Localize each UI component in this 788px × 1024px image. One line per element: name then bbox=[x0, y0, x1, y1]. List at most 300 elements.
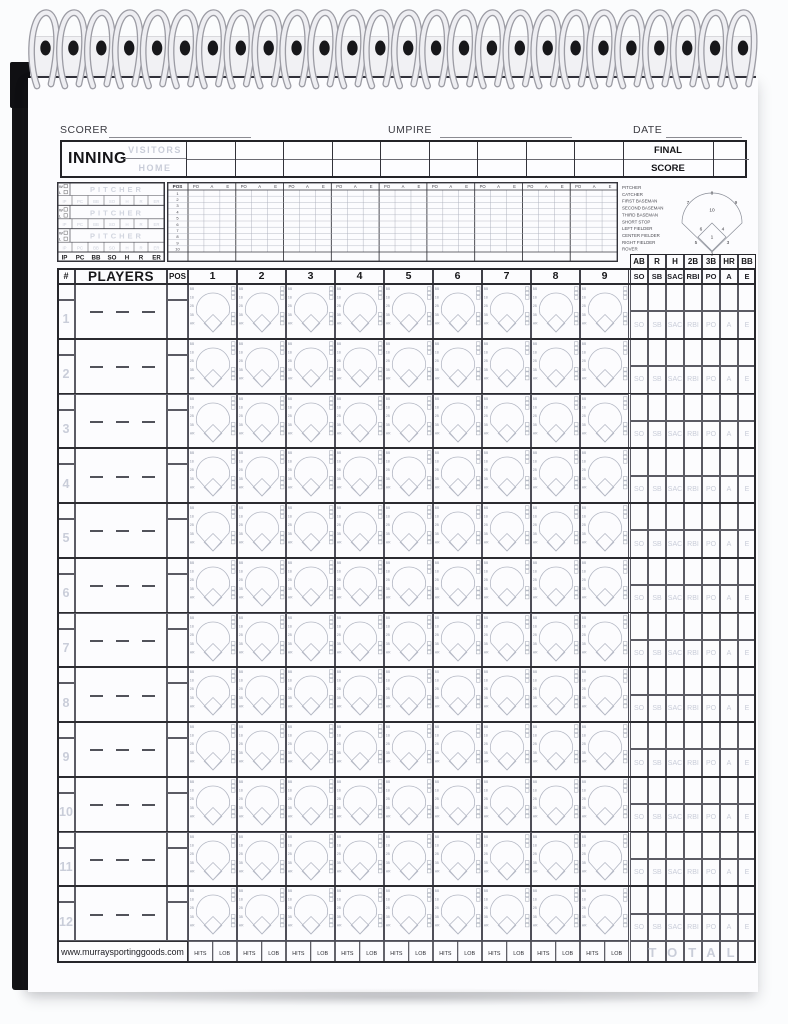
svg-text:2B: 2B bbox=[434, 468, 439, 473]
svg-text:2B: 2B bbox=[581, 304, 586, 309]
svg-text:1B: 1B bbox=[581, 897, 586, 902]
svg-text:BB: BB bbox=[385, 889, 391, 894]
stat-entry-cell bbox=[720, 832, 738, 859]
baseball-diamond-icon bbox=[385, 614, 432, 666]
sub-row-cell bbox=[57, 394, 75, 410]
svg-text:BB: BB bbox=[532, 287, 538, 291]
player-name-blank-dash bbox=[116, 311, 129, 313]
svg-text:1B: 1B bbox=[483, 405, 488, 410]
svg-text:1B: 1B bbox=[532, 897, 537, 902]
stat-entry-cell bbox=[702, 339, 720, 366]
svg-text:1B: 1B bbox=[336, 678, 341, 683]
svg-text:HR: HR bbox=[238, 321, 244, 326]
svg-text:1B: 1B bbox=[434, 843, 439, 848]
pos-sub-cell bbox=[167, 448, 188, 464]
inning-column-header: 3 bbox=[286, 268, 335, 284]
player-name-cell bbox=[75, 777, 167, 832]
svg-text:BB: BB bbox=[336, 396, 342, 401]
svg-text:3B: 3B bbox=[385, 586, 390, 591]
svg-text:BB: BB bbox=[287, 560, 293, 565]
svg-text:IP: IP bbox=[61, 254, 68, 262]
svg-text:PITCHER: PITCHER bbox=[90, 185, 144, 194]
svg-text:2B: 2B bbox=[238, 632, 243, 637]
stat-entry-cell-watermark: SB bbox=[648, 530, 666, 557]
svg-text:HITS: HITS bbox=[488, 951, 501, 957]
pos-cell bbox=[167, 355, 188, 394]
svg-text:2B: 2B bbox=[287, 687, 292, 692]
svg-text:3B: 3B bbox=[189, 477, 194, 482]
svg-text:1B: 1B bbox=[238, 350, 243, 355]
svg-text:BB: BB bbox=[238, 560, 244, 565]
baseball-diamond-icon bbox=[434, 668, 481, 720]
svg-text:1B: 1B bbox=[385, 350, 390, 355]
player-name-blank-dash bbox=[90, 749, 103, 751]
stat-entry-cell-watermark: E bbox=[738, 859, 756, 886]
svg-text:1B: 1B bbox=[434, 788, 439, 793]
svg-text:3B: 3B bbox=[532, 641, 537, 646]
svg-text:1B: 1B bbox=[287, 569, 292, 574]
stat-entry-cell bbox=[630, 777, 648, 804]
baseball-diamond-icon bbox=[287, 285, 334, 337]
svg-text:7: 7 bbox=[176, 228, 179, 233]
svg-text:3B: 3B bbox=[287, 915, 292, 920]
stat-top-header: HR bbox=[720, 254, 738, 269]
svg-text:2B: 2B bbox=[532, 906, 537, 911]
svg-text:HITS: HITS bbox=[243, 951, 256, 957]
svg-text:E: E bbox=[226, 184, 230, 189]
baseball-diamond-icon bbox=[434, 778, 481, 830]
stat-bottom-header: SAC bbox=[666, 269, 684, 284]
svg-text:3B: 3B bbox=[189, 422, 194, 427]
pos-cell bbox=[167, 902, 188, 941]
stat-entry-cell-watermark: A bbox=[720, 749, 738, 776]
svg-text:BB: BB bbox=[532, 670, 538, 675]
baseball-diamond-icon bbox=[483, 723, 530, 775]
svg-text:3B: 3B bbox=[287, 860, 292, 865]
stat-entry-cell bbox=[666, 503, 684, 530]
baseball-diamond-icon bbox=[385, 340, 432, 392]
stat-entry-cell bbox=[666, 777, 684, 804]
svg-text:2B: 2B bbox=[532, 413, 537, 418]
svg-text:1B: 1B bbox=[483, 733, 488, 738]
baseball-diamond-icon bbox=[287, 614, 334, 666]
svg-text:PC: PC bbox=[77, 198, 83, 204]
svg-text:3B: 3B bbox=[532, 805, 537, 810]
row-divider bbox=[57, 283, 756, 285]
svg-text:3B: 3B bbox=[189, 805, 194, 810]
svg-text:3B: 3B bbox=[385, 422, 390, 427]
svg-text:R: R bbox=[139, 245, 143, 251]
svg-text:2B: 2B bbox=[336, 577, 341, 582]
stat-entry-cell bbox=[648, 886, 666, 913]
svg-text:HR: HR bbox=[581, 595, 587, 600]
stat-bottom-header: PO bbox=[702, 269, 720, 284]
svg-text:HITS: HITS bbox=[390, 951, 403, 957]
svg-text:BB: BB bbox=[287, 451, 293, 456]
svg-text:BB: BB bbox=[238, 834, 244, 839]
baseball-diamond-icon bbox=[483, 778, 530, 830]
svg-text:E: E bbox=[608, 184, 612, 189]
baseball-diamond-icon bbox=[483, 340, 530, 392]
stat-entry-cell-watermark: SAC bbox=[666, 859, 684, 886]
inning-score-cell bbox=[477, 142, 526, 176]
inning-score-cell bbox=[429, 142, 478, 176]
stat-entry-cell bbox=[720, 886, 738, 913]
stat-entry-cell bbox=[702, 777, 720, 804]
svg-text:HITS: HITS bbox=[194, 951, 207, 957]
stat-entry-cell bbox=[738, 832, 756, 859]
baseball-diamond-icon bbox=[189, 449, 236, 501]
svg-text:BB: BB bbox=[434, 506, 440, 510]
svg-text:1B: 1B bbox=[189, 459, 194, 464]
svg-text:3B: 3B bbox=[336, 805, 341, 810]
svg-text:1B: 1B bbox=[581, 514, 586, 519]
stat-entry-cell-watermark: PO bbox=[702, 585, 720, 612]
baseball-diamond-icon bbox=[238, 559, 285, 611]
baseball-diamond-icon bbox=[532, 723, 579, 775]
svg-text:1B: 1B bbox=[238, 897, 243, 902]
svg-text:HR: HR bbox=[532, 759, 538, 764]
svg-text:3B: 3B bbox=[336, 696, 341, 701]
svg-text:E: E bbox=[417, 184, 421, 189]
svg-text:3B: 3B bbox=[189, 696, 194, 701]
svg-text:2B: 2B bbox=[189, 796, 194, 801]
svg-text:1B: 1B bbox=[189, 897, 194, 902]
svg-text:3B: 3B bbox=[434, 696, 439, 701]
inning-column-header: 1 bbox=[188, 268, 237, 284]
svg-text:LOB: LOB bbox=[219, 951, 231, 957]
svg-text:BB: BB bbox=[189, 889, 195, 894]
baseball-diamond-icon bbox=[385, 778, 432, 830]
stat-entry-cell-watermark: PO bbox=[702, 859, 720, 886]
svg-text:2B: 2B bbox=[189, 468, 194, 473]
svg-text:3B: 3B bbox=[581, 367, 586, 372]
svg-text:2B: 2B bbox=[483, 468, 488, 473]
svg-text:3B: 3B bbox=[189, 367, 194, 372]
stat-entry-cell bbox=[648, 448, 666, 475]
stat-entry-cell-watermark: SB bbox=[648, 804, 666, 831]
player-name-blank-dash bbox=[116, 530, 129, 532]
svg-text:HITS: HITS bbox=[439, 951, 452, 957]
stat-entry-cell-watermark: SO bbox=[630, 749, 648, 776]
svg-text:HR: HR bbox=[336, 923, 342, 928]
stat-top-header: 3B bbox=[702, 254, 720, 269]
svg-text:BB: BB bbox=[336, 670, 342, 675]
svg-text:HR: HR bbox=[581, 321, 587, 326]
row-divider bbox=[57, 557, 756, 559]
svg-text:3B: 3B bbox=[532, 531, 537, 536]
svg-text:2B: 2B bbox=[238, 358, 243, 363]
stat-bottom-header: SO bbox=[630, 269, 648, 284]
svg-text:HR: HR bbox=[336, 595, 342, 600]
svg-text:BB: BB bbox=[581, 725, 587, 729]
svg-text:HR: HR bbox=[238, 540, 244, 545]
player-name-blank-dash bbox=[90, 695, 103, 697]
svg-text:2B: 2B bbox=[287, 632, 292, 637]
svg-text:BB: BB bbox=[287, 889, 293, 894]
stat-entry-cell bbox=[738, 722, 756, 749]
pos-cell bbox=[167, 519, 188, 558]
svg-text:1B: 1B bbox=[238, 843, 243, 848]
inning-score-cell-divider bbox=[575, 159, 623, 160]
svg-text:3B: 3B bbox=[434, 531, 439, 536]
number-column-header: # bbox=[57, 268, 75, 284]
baseball-diamond-icon bbox=[189, 833, 236, 885]
svg-text:BB: BB bbox=[336, 779, 342, 784]
svg-text:1B: 1B bbox=[434, 405, 439, 410]
svg-text:HR: HR bbox=[434, 321, 440, 326]
stat-entry-cell bbox=[666, 722, 684, 749]
svg-text:BB: BB bbox=[385, 396, 391, 401]
svg-text:3B: 3B bbox=[385, 860, 390, 865]
svg-text:2B: 2B bbox=[434, 906, 439, 911]
row-divider bbox=[57, 447, 756, 449]
baseball-diamond-icon bbox=[434, 614, 481, 666]
svg-text:BB: BB bbox=[287, 506, 293, 510]
svg-text:HR: HR bbox=[532, 540, 538, 545]
svg-text:BB: BB bbox=[532, 506, 538, 510]
svg-text:ER: ER bbox=[153, 198, 160, 204]
inning-score-cell-divider bbox=[187, 159, 235, 160]
stat-entry-cell bbox=[702, 667, 720, 694]
row-number-cell: 11 bbox=[57, 848, 75, 887]
svg-text:2B: 2B bbox=[483, 796, 488, 801]
row-divider bbox=[57, 776, 756, 778]
notebook-shadow bbox=[46, 988, 746, 1006]
svg-text:BB: BB bbox=[532, 615, 538, 620]
svg-text:8: 8 bbox=[176, 234, 179, 240]
svg-text:HR: HR bbox=[434, 430, 440, 435]
stat-entry-cell-watermark: E bbox=[738, 695, 756, 722]
pos-sub-cell bbox=[167, 722, 188, 738]
baseball-diamond-icon bbox=[434, 723, 481, 775]
svg-text:2B: 2B bbox=[532, 304, 537, 309]
stat-entry-cell bbox=[684, 448, 702, 475]
stat-entry-cell-watermark: PO bbox=[702, 914, 720, 941]
svg-text:H: H bbox=[124, 254, 130, 262]
svg-text:HR: HR bbox=[189, 923, 195, 928]
stat-entry-cell-watermark: SB bbox=[648, 366, 666, 393]
svg-text:HR: HR bbox=[336, 376, 342, 381]
svg-text:HR: HR bbox=[287, 923, 293, 928]
row-number-cell: 12 bbox=[57, 902, 75, 941]
svg-text:BB: BB bbox=[483, 396, 489, 401]
stat-entry-cell bbox=[666, 613, 684, 640]
svg-text:HR: HR bbox=[287, 430, 293, 435]
svg-text:1B: 1B bbox=[434, 897, 439, 902]
svg-text:1B: 1B bbox=[385, 843, 390, 848]
stat-entry-cell-watermark: E bbox=[738, 366, 756, 393]
baseball-diamond-icon bbox=[434, 504, 481, 556]
sub-row-cell bbox=[57, 667, 75, 683]
svg-text:2B: 2B bbox=[336, 906, 341, 911]
svg-text:1B: 1B bbox=[483, 897, 488, 902]
svg-text:2B: 2B bbox=[434, 632, 439, 637]
stat-entry-cell-watermark: SO bbox=[630, 366, 648, 393]
svg-text:HR: HR bbox=[532, 649, 538, 654]
pos-sub-cell bbox=[167, 339, 188, 355]
svg-text:1B: 1B bbox=[238, 514, 243, 519]
svg-text:3B: 3B bbox=[238, 915, 243, 920]
baseball-diamond-icon bbox=[532, 833, 579, 885]
svg-text:E: E bbox=[560, 184, 564, 189]
sub-row-cell bbox=[57, 722, 75, 738]
stat-entry-cell bbox=[648, 832, 666, 859]
hits-lob-row bbox=[188, 941, 629, 963]
player-name-blank-dash bbox=[142, 421, 155, 423]
stat-entry-cell bbox=[684, 394, 702, 421]
svg-text:2B: 2B bbox=[532, 577, 537, 582]
svg-text:10: 10 bbox=[175, 246, 180, 252]
svg-text:3B: 3B bbox=[238, 422, 243, 427]
svg-text:3B: 3B bbox=[287, 531, 292, 536]
baseball-diamond-icon bbox=[385, 285, 432, 337]
svg-text:HR: HR bbox=[238, 485, 244, 490]
stat-entry-cell-watermark: SO bbox=[630, 640, 648, 667]
baseball-diamond-icon bbox=[287, 887, 334, 939]
svg-text:PO: PO bbox=[479, 184, 486, 189]
svg-text:3B: 3B bbox=[532, 477, 537, 482]
svg-text:3B: 3B bbox=[238, 641, 243, 646]
svg-text:2B: 2B bbox=[483, 413, 488, 418]
svg-text:1: 1 bbox=[710, 235, 714, 241]
baseball-diamond-icon bbox=[532, 340, 579, 392]
pos-sub-cell bbox=[167, 284, 188, 300]
svg-text:3B: 3B bbox=[385, 915, 390, 920]
svg-text:3B: 3B bbox=[483, 422, 488, 427]
svg-text:HR: HR bbox=[385, 759, 391, 764]
svg-text:HITS: HITS bbox=[537, 951, 550, 957]
pos-sub-cell bbox=[167, 832, 188, 848]
baseball-diamond-icon bbox=[483, 504, 530, 556]
baseball-diamond-icon bbox=[385, 887, 432, 939]
svg-text:2B: 2B bbox=[287, 851, 292, 856]
svg-text:BB: BB bbox=[238, 670, 244, 675]
svg-text:2B: 2B bbox=[434, 577, 439, 582]
row-divider bbox=[57, 721, 756, 723]
svg-text:BB: BB bbox=[385, 834, 391, 839]
row-divider bbox=[57, 338, 756, 340]
svg-text:BB: BB bbox=[189, 615, 195, 620]
stat-entry-cell bbox=[738, 613, 756, 640]
svg-text:2B: 2B bbox=[483, 632, 488, 637]
svg-text:1B: 1B bbox=[581, 624, 586, 629]
svg-text:3B: 3B bbox=[532, 915, 537, 920]
svg-text:HR: HR bbox=[581, 649, 587, 654]
player-name-blank-dash bbox=[116, 421, 129, 423]
svg-text:A: A bbox=[353, 184, 357, 189]
player-name-blank-dash bbox=[116, 914, 129, 916]
svg-text:1B: 1B bbox=[336, 405, 341, 410]
baseball-diamond-icon bbox=[287, 504, 334, 556]
stat-entry-cell bbox=[666, 558, 684, 585]
player-name-blank-dash bbox=[116, 804, 129, 806]
row-number-cell: 1 bbox=[57, 300, 75, 339]
svg-text:BB: BB bbox=[483, 615, 489, 620]
svg-text:1B: 1B bbox=[287, 788, 292, 793]
svg-text:BB: BB bbox=[336, 889, 342, 894]
svg-text:HR: HR bbox=[189, 485, 195, 490]
svg-text:HR: HR bbox=[434, 759, 440, 764]
svg-text:2B: 2B bbox=[483, 523, 488, 528]
svg-text:HR: HR bbox=[189, 430, 195, 435]
row-divider bbox=[57, 393, 756, 395]
svg-text:HR: HR bbox=[189, 649, 195, 654]
stat-bottom-header: RBI bbox=[684, 269, 702, 284]
row-divider bbox=[57, 666, 756, 668]
player-name-blank-dash bbox=[90, 311, 103, 313]
svg-text:1B: 1B bbox=[189, 678, 194, 683]
pos-sub-cell bbox=[167, 394, 188, 410]
svg-text:HR: HR bbox=[238, 704, 244, 709]
baseball-diamond-icon bbox=[581, 887, 628, 939]
svg-text:2B: 2B bbox=[434, 687, 439, 692]
inning-score-cell-divider bbox=[527, 159, 575, 160]
svg-text:HITS: HITS bbox=[586, 951, 599, 957]
stat-entry-cell bbox=[666, 394, 684, 421]
svg-text:1B: 1B bbox=[238, 733, 243, 738]
baseball-diamond-icon bbox=[336, 559, 383, 611]
inning-score-cell bbox=[186, 142, 235, 176]
svg-text:3B: 3B bbox=[336, 750, 341, 755]
svg-text:1B: 1B bbox=[385, 514, 390, 519]
svg-text:1B: 1B bbox=[336, 897, 341, 902]
svg-text:HR: HR bbox=[532, 321, 538, 326]
svg-text:SO: SO bbox=[107, 254, 117, 262]
svg-text:2B: 2B bbox=[385, 742, 390, 747]
svg-text:BB: BB bbox=[581, 834, 587, 839]
svg-text:1B: 1B bbox=[532, 459, 537, 464]
svg-text:3B: 3B bbox=[385, 750, 390, 755]
svg-text:BB: BB bbox=[189, 560, 195, 565]
svg-text:BB: BB bbox=[287, 615, 293, 620]
svg-text:HR: HR bbox=[581, 923, 587, 928]
date-label: DATE bbox=[633, 124, 663, 136]
stat-entry-cell-watermark: E bbox=[738, 640, 756, 667]
svg-text:3B: 3B bbox=[238, 586, 243, 591]
pos-sub-cell bbox=[167, 613, 188, 629]
svg-text:3B: 3B bbox=[287, 477, 292, 482]
svg-text:1B: 1B bbox=[189, 843, 194, 848]
svg-text:2B: 2B bbox=[385, 358, 390, 363]
stat-entry-cell bbox=[648, 339, 666, 366]
svg-text:HR: HR bbox=[434, 595, 440, 600]
svg-text:1B: 1B bbox=[287, 405, 292, 410]
svg-text:PC: PC bbox=[75, 254, 85, 262]
stat-entry-cell-watermark: A bbox=[720, 311, 738, 338]
stat-entry-cell-watermark: A bbox=[720, 366, 738, 393]
svg-text:1B: 1B bbox=[336, 569, 341, 574]
stat-entry-cell-watermark: A bbox=[720, 804, 738, 831]
baseball-diamond-icon bbox=[336, 778, 383, 830]
stat-entry-cell bbox=[720, 448, 738, 475]
stat-bottom-header: SB bbox=[648, 269, 666, 284]
stat-entry-cell bbox=[702, 613, 720, 640]
svg-text:3B: 3B bbox=[483, 860, 488, 865]
svg-text:HR: HR bbox=[434, 540, 440, 545]
svg-text:3B: 3B bbox=[532, 312, 537, 317]
svg-text:3B: 3B bbox=[581, 860, 586, 865]
svg-text:3B: 3B bbox=[238, 531, 243, 536]
baseball-diamond-icon bbox=[532, 887, 579, 939]
baseball-diamond-icon bbox=[581, 504, 628, 556]
svg-text:3B: 3B bbox=[336, 422, 341, 427]
stat-entry-cell bbox=[720, 558, 738, 585]
svg-text:R: R bbox=[138, 254, 144, 262]
svg-text:3B: 3B bbox=[336, 641, 341, 646]
visitors-watermark: VISITORS bbox=[124, 142, 186, 159]
baseball-diamond-icon bbox=[189, 504, 236, 556]
